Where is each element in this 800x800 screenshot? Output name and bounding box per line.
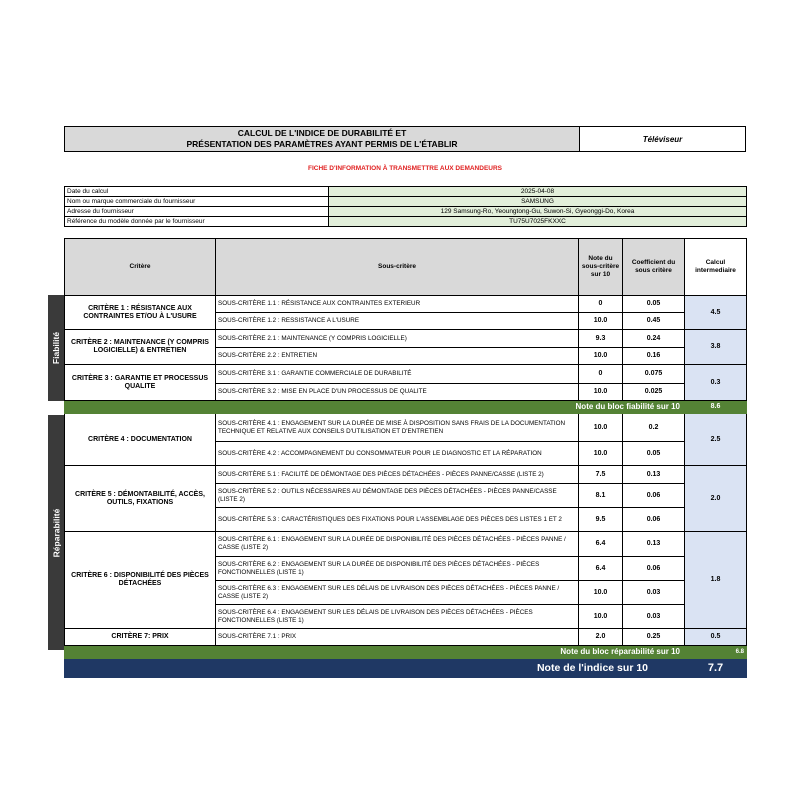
- criterion-name: CRITÈRE 5 : DÉMONTABILITÉ, ACCÈS, OUTILS, FIXATIONS: [65, 466, 216, 532]
- sub-coef: 0.06: [623, 557, 685, 581]
- criterion-name: CRITÈRE 3 : GARANTIE ET PROCESSUS QUALITE: [65, 365, 216, 401]
- final-score-row: [65, 659, 747, 678]
- sub-criterion: SOUS-CRITÈRE 1.2 : RESSISTANCE A L'USURE: [216, 313, 579, 330]
- sub-note: 0: [579, 365, 623, 384]
- info-row-brand: [65, 197, 747, 207]
- criterion-name: CRITÈRE 4 : DOCUMENTATION: [65, 414, 216, 466]
- sub-criterion: SOUS-CRITÈRE 5.3 : CARACTÉRISTIQUES DES FIXATIONS POUR L'ASSEMBLAGE DES PIÈCES DES LISTES 1 ET 2: [216, 508, 579, 532]
- block-fiabilite-label: Note du bloc fiabilité sur 10: [65, 401, 685, 414]
- sub-coef: 0.05: [623, 296, 685, 313]
- table-header: [65, 239, 747, 296]
- block-fiabilite-row: [65, 401, 747, 414]
- criterion-name: CRITÈRE 7: PRIX: [65, 629, 216, 646]
- criterion-calc: 1.8: [685, 532, 747, 629]
- title-line-1: CALCUL DE L'INDICE DE DURABILITÉ ET: [237, 128, 407, 138]
- block-reparabilite-value: 6.8: [685, 646, 747, 659]
- table-row: [65, 330, 747, 348]
- col-coef: Coefficient du sous critère: [623, 239, 685, 296]
- block-reparabilite-label: Note du bloc réparabilité sur 10: [65, 646, 685, 659]
- sub-note: 8.1: [579, 484, 623, 508]
- col-sous-critere: Sous-critère: [216, 239, 579, 296]
- sub-criterion: SOUS-CRITÈRE 2.1 : MAINTENANCE (Y COMPRIS LOGICIELLE): [216, 330, 579, 348]
- info-table: [64, 186, 747, 227]
- sub-criterion: SOUS-CRITÈRE 3.2 : MISE EN PLACE D'UN PROCESSUS DE QUALITE: [216, 384, 579, 401]
- table-row: [65, 532, 747, 557]
- criterion-name: CRITÈRE 1 : RÉSISTANCE AUX CONTRAINTES ET/OU À L'USURE: [65, 296, 216, 330]
- sub-criterion: SOUS-CRITÈRE 4.1 : ENGAGEMENT SUR LA DURÉE DE MISE À DISPOSITION SANS FRAIS DE LA DOCUMENTATION TECHNIQUE ET RELATIVE AUX CONSEILS D'UTILISATION ET D'ENTRETIEN: [216, 414, 579, 442]
- col-note: Note du sous-critère sur 10: [579, 239, 623, 296]
- info-label: Nom ou marque commerciale du fournisseur: [65, 197, 329, 207]
- product-type: Téléviseur: [642, 134, 683, 144]
- sub-note: 10.0: [579, 605, 623, 629]
- sub-coef: 0.13: [623, 466, 685, 484]
- sub-note: 0: [579, 296, 623, 313]
- sub-note: 9.3: [579, 330, 623, 348]
- info-value: TU75U7025FKXXC: [329, 217, 747, 227]
- sub-coef: 0.13: [623, 532, 685, 557]
- info-value: SAMSUNG: [329, 197, 747, 207]
- table-row: [65, 296, 747, 313]
- sub-coef: 0.03: [623, 581, 685, 605]
- sub-criterion: SOUS-CRITÈRE 6.4 : ENGAGEMENT SUR LES DÉLAIS DE LIVRAISON DES PIÈCES DÉTACHÉES - PIÈCES FONCTIONNELLES (LISTE 1): [216, 605, 579, 629]
- col-critere: Critère: [65, 239, 216, 296]
- sub-note: 10.0: [579, 581, 623, 605]
- sub-coef: 0.06: [623, 484, 685, 508]
- sub-criterion: SOUS-CRITÈRE 6.3 : ENGAGEMENT SUR LES DÉLAIS DE LIVRAISON DES PIÈCES DÉTACHÉES - PIÈCES PANNE / CASSE (LISTE 2): [216, 581, 579, 605]
- criterion-calc: 0.5: [685, 629, 747, 646]
- col-calc: Calcul intermediaire: [685, 239, 747, 296]
- sub-note: 2.0: [579, 629, 623, 646]
- block-reparabilite-row: [65, 646, 747, 659]
- criterion-calc: 0.3: [685, 365, 747, 401]
- table-row: [65, 466, 747, 484]
- sub-criterion: SOUS-CRITÈRE 4.2 : ACCOMPAGNEMENT DU CONSOMMATEUR POUR LE DIAGNOSTIC ET LA RÉPARATION: [216, 442, 579, 466]
- sub-criterion: SOUS-CRITÈRE 6.1 : ENGAGEMENT SUR LA DURÉE DE DISPONIBILITÉ DES PIÈCES DÉTACHÉES - PIÈCES PANNE / CASSE (LISTE 2): [216, 532, 579, 557]
- sub-note: 6.4: [579, 532, 623, 557]
- sub-coef: 0.2: [623, 414, 685, 442]
- sub-coef: 0.45: [623, 313, 685, 330]
- title-box: [64, 126, 746, 152]
- criterion-calc: 4.5: [685, 296, 747, 330]
- sub-criterion: SOUS-CRITÈRE 7.1 : PRIX: [216, 629, 579, 646]
- sub-coef: 0.03: [623, 605, 685, 629]
- sub-criterion: SOUS-CRITÈRE 5.1 : FACILITÉ DE DÉMONTAGE DES PIÈCES DÉTACHÉES - PIÈCES PANNE/CASSE (LISTE 2): [216, 466, 579, 484]
- sub-coef: 0.16: [623, 348, 685, 365]
- final-score-value: 7.7: [685, 659, 747, 678]
- sub-criterion: SOUS-CRITÈRE 3.1 : GARANTIE COMMERCIALE DE DURABILITÉ: [216, 365, 579, 384]
- table-row: [65, 414, 747, 442]
- sub-note: 10.0: [579, 348, 623, 365]
- info-row-date: [65, 187, 747, 197]
- criterion-calc: 2.5: [685, 414, 747, 466]
- sub-criterion: SOUS-CRITÈRE 1.1 : RÉSISTANCE AUX CONTRAINTES EXTERIEUR: [216, 296, 579, 313]
- final-score-label: Note de l'indice sur 10: [65, 659, 685, 678]
- info-row-model: [65, 217, 747, 227]
- criterion-calc: 3.8: [685, 330, 747, 365]
- title-line-2: PRÉSENTATION DES PARAMÈTRES AYANT PERMIS DE L'ÉTABLIR: [186, 139, 458, 149]
- sub-criterion: SOUS-CRITÈRE 5.2 : OUTILS NÉCESSAIRES AU DÉMONTAGE DES PIÈCES DÉTACHÉES - PIÈCES PANNE/CASSE (LISTE 2): [216, 484, 579, 508]
- sub-coef: 0.24: [623, 330, 685, 348]
- sub-criterion: SOUS-CRITÈRE 6.2 : ENGAGEMENT SUR LA DURÉE DE DISPONIBILITÉ DES PIÈCES DÉTACHÉES - PIÈCES FONCTIONNELLES (LISTE 1): [216, 557, 579, 581]
- block-fiabilite-value: 8.6: [685, 401, 747, 414]
- sub-note: 10.0: [579, 414, 623, 442]
- sub-coef: 0.025: [623, 384, 685, 401]
- sub-coef: 0.075: [623, 365, 685, 384]
- sub-coef: 0.06: [623, 508, 685, 532]
- sub-note: 9.5: [579, 508, 623, 532]
- subtitle: FICHE D'INFORMATION À TRANSMETTRE AUX DEMANDEURS: [307, 165, 502, 172]
- info-label: Référence du modèle donnée par le fournisseur: [65, 217, 329, 227]
- criterion-name: CRITÈRE 2 : MAINTENANCE (Y COMPRIS LOGICIELLE) & ENTRETIEN: [65, 330, 216, 365]
- table-row: [65, 365, 747, 384]
- sub-note: 10.0: [579, 442, 623, 466]
- sub-coef: 0.05: [623, 442, 685, 466]
- sub-coef: 0.25: [623, 629, 685, 646]
- table-row: [65, 629, 747, 646]
- side-label-fiabilite: Fiabilité: [48, 295, 64, 401]
- info-value: 129 Samsung-Ro, Yeoungtong-Gu, Suwon-Si, Gyeonggi-Do, Korea: [329, 207, 747, 217]
- info-row-address: [65, 207, 747, 217]
- sub-note: 10.0: [579, 313, 623, 330]
- side-label-reparabilite: Réparabilité: [48, 415, 64, 650]
- sub-note: 7.5: [579, 466, 623, 484]
- title: [65, 127, 580, 151]
- criteria-table: [64, 238, 747, 678]
- info-value: 2025-04-08: [329, 187, 747, 197]
- info-label: Date du calcul: [65, 187, 329, 197]
- sub-note: 10.0: [579, 384, 623, 401]
- info-label: Adresse du fournisseur: [65, 207, 329, 217]
- sub-criterion: SOUS-CRITÈRE 2.2 : ENTRETIEN: [216, 348, 579, 365]
- sub-note: 6.4: [579, 557, 623, 581]
- criterion-calc: 2.0: [685, 466, 747, 532]
- criterion-name: CRITÈRE 6 : DISPONIBILITÉ DES PIÈCES DÉTACHÉES: [65, 532, 216, 629]
